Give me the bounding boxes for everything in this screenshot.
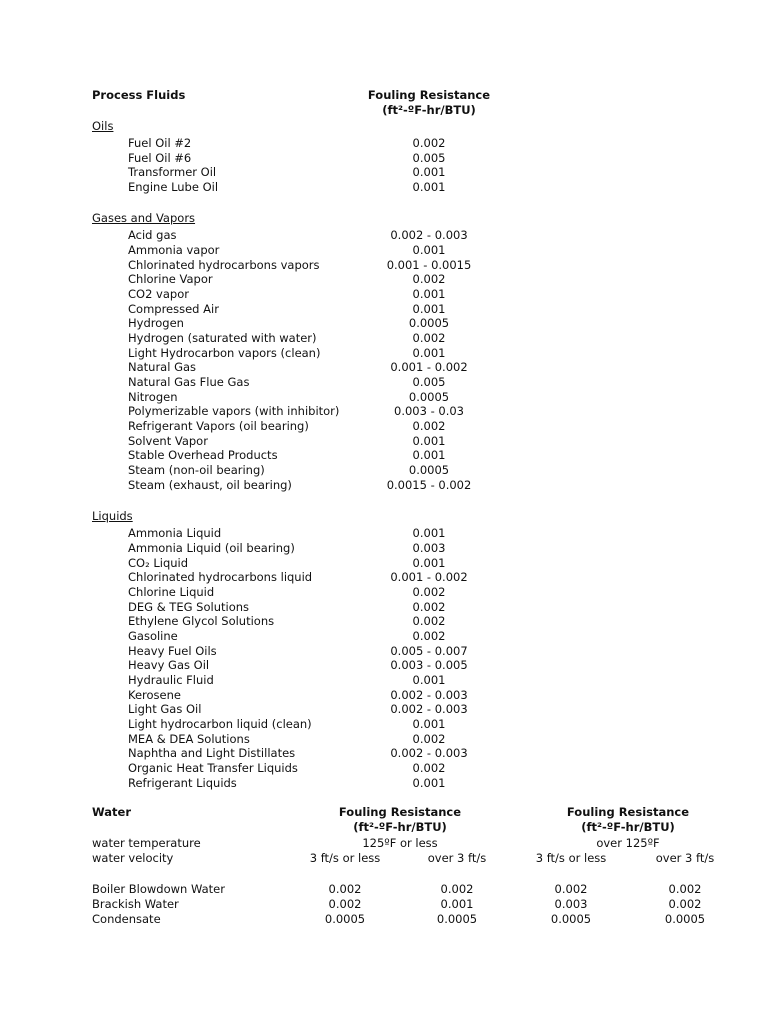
- table-row: [0, 243, 768, 258]
- fluid-name: Steam (exhaust, oil bearing): [128, 478, 292, 492]
- table-row: [0, 658, 768, 673]
- fluid-name: Light Gas Oil: [128, 702, 202, 716]
- fouling-value: 0.001: [412, 287, 446, 301]
- table-row: [0, 419, 768, 434]
- table-row: [0, 629, 768, 644]
- table-row: [0, 478, 768, 493]
- table-row: [0, 375, 768, 390]
- table-row: [0, 882, 768, 897]
- fouling-value: 0.001: [412, 243, 446, 257]
- table-row: [0, 644, 768, 659]
- fluid-name: Refrigerant Vapors (oil bearing): [128, 419, 309, 433]
- fouling-value: 0.001: [412, 776, 446, 790]
- fluid-name: Hydrogen: [128, 316, 184, 330]
- fouling-value: 0.002: [412, 732, 446, 746]
- table-row: [0, 556, 768, 571]
- fluid-name: Chlorine Liquid: [128, 585, 215, 599]
- table-row: [0, 404, 768, 419]
- fluid-name: Ammonia Liquid: [128, 526, 222, 540]
- water-velocity-row: [0, 851, 768, 866]
- fouling-value: 0.005: [412, 151, 446, 165]
- fluid-name: Refrigerant Liquids: [128, 776, 237, 790]
- fouling-value: 0.001 - 0.0015: [386, 258, 472, 272]
- table-row: [0, 776, 768, 791]
- table-row: [0, 136, 768, 151]
- header-fouling-resistance: Fouling Resistance: [367, 88, 491, 102]
- fouling-value: 0.002 - 0.003: [390, 746, 468, 760]
- fouling-value: 0.001: [440, 897, 474, 911]
- fouling-value: 0.002: [412, 629, 446, 643]
- fouling-value: 0.001: [412, 434, 446, 448]
- fluid-name: Hydrogen (saturated with water): [128, 331, 317, 345]
- table-row: [0, 717, 768, 732]
- table-row: [0, 287, 768, 302]
- section-title-gases: Gases and Vapors: [92, 211, 196, 225]
- fouling-value: 0.001: [412, 302, 446, 316]
- fouling-value: 0.001: [412, 165, 446, 179]
- fluid-name: CO₂ Liquid: [128, 556, 189, 570]
- fluid-name: Gasoline: [128, 629, 178, 643]
- water-name: Boiler Blowdown Water: [92, 882, 225, 896]
- fouling-value: 0.002: [328, 882, 362, 896]
- table-row: [0, 614, 768, 629]
- fouling-value: 0.001 - 0.002: [390, 570, 468, 584]
- fouling-value: 0.0005: [324, 912, 366, 926]
- table-row: [0, 151, 768, 166]
- fouling-value: 0.003 - 0.03: [394, 404, 464, 418]
- water-group1-units: (ft²-ºF-hr/BTU): [353, 820, 447, 834]
- table-row: [0, 258, 768, 273]
- table-row: [0, 732, 768, 747]
- table-row: [0, 331, 768, 346]
- table-row: [0, 228, 768, 243]
- fluid-name: Steam (non-oil bearing): [128, 463, 265, 477]
- fouling-value: 0.002: [412, 272, 446, 286]
- fouling-value: 0.001: [412, 526, 446, 540]
- water-title: Water: [92, 805, 132, 819]
- table-row: [0, 165, 768, 180]
- table-row: [0, 897, 768, 912]
- fouling-value: 0.002: [668, 897, 702, 911]
- fouling-value: 0.001: [412, 717, 446, 731]
- fouling-value: 0.003: [554, 897, 588, 911]
- fluid-name: Stable Overhead Products: [128, 448, 278, 462]
- table-row: [0, 390, 768, 405]
- table-row: [0, 585, 768, 600]
- fouling-value: 0.001: [412, 346, 446, 360]
- table-row: [0, 272, 768, 287]
- fluid-name: MEA & DEA Solutions: [128, 732, 250, 746]
- fluid-name: Natural Gas: [128, 360, 197, 374]
- fouling-value: 0.002 - 0.003: [390, 702, 468, 716]
- fluid-name: Chlorinated hydrocarbons vapors: [128, 258, 320, 272]
- fouling-value: 0.002 - 0.003: [390, 228, 468, 242]
- table-row: [0, 302, 768, 317]
- table-row: [0, 761, 768, 776]
- fouling-value: 0.0005: [436, 912, 478, 926]
- fouling-value: 0.0005: [408, 463, 450, 477]
- fouling-value: 0.002: [412, 136, 446, 150]
- fluid-name: Compressed Air: [128, 302, 219, 316]
- header-process-fluids: Process Fluids: [92, 88, 186, 102]
- fluid-name: Light Hydrocarbon vapors (clean): [128, 346, 321, 360]
- fluid-name: Polymerizable vapors (with inhibitor): [128, 404, 340, 418]
- fouling-value: 0.002: [412, 761, 446, 775]
- table-row: [0, 912, 768, 927]
- table-row: [0, 673, 768, 688]
- fluid-name: Ammonia vapor: [128, 243, 220, 257]
- fluid-name: Transformer Oil: [128, 165, 217, 179]
- table-row: [0, 541, 768, 556]
- fluid-name: Chlorinated hydrocarbons liquid: [128, 570, 313, 584]
- fouling-value: 0.0005: [550, 912, 592, 926]
- water-name: Condensate: [92, 912, 161, 926]
- fouling-value: 0.0005: [408, 390, 450, 404]
- velocity-header: over 3 ft/s: [427, 851, 487, 865]
- fluid-name: Fuel Oil #2: [128, 136, 192, 150]
- fouling-value: 0.002: [440, 882, 474, 896]
- water-group1-header: Fouling Resistance: [338, 805, 462, 819]
- fouling-value: 0.0005: [664, 912, 706, 926]
- header-units: (ft²-ºF-hr/BTU): [382, 103, 476, 117]
- water-velocity-label: water velocity: [92, 851, 174, 865]
- fluid-name: Natural Gas Flue Gas: [128, 375, 250, 389]
- table-row: [0, 434, 768, 449]
- fouling-value: 0.001: [412, 448, 446, 462]
- table-row: [0, 688, 768, 703]
- velocity-header: 3 ft/s or less: [535, 851, 607, 865]
- fouling-value: 0.001 - 0.002: [390, 360, 468, 374]
- water-temperature-label: water temperature: [92, 836, 201, 850]
- fouling-value: 0.002: [412, 585, 446, 599]
- table-row: [0, 316, 768, 331]
- fluid-name: Ethylene Glycol Solutions: [128, 614, 275, 628]
- water-name: Brackish Water: [92, 897, 179, 911]
- fouling-value: 0.003 - 0.005: [390, 658, 468, 672]
- fouling-value: 0.002: [668, 882, 702, 896]
- fluid-name: Hydraulic Fluid: [128, 673, 214, 687]
- fluid-name: Kerosene: [128, 688, 181, 702]
- fouling-value: 0.001: [412, 556, 446, 570]
- table-row: [0, 463, 768, 478]
- velocity-header: 3 ft/s or less: [309, 851, 381, 865]
- water-temperature-group2: over 125ºF: [596, 836, 660, 850]
- water-group2-header: Fouling Resistance: [566, 805, 690, 819]
- fluid-name: Chlorine Vapor: [128, 272, 213, 286]
- table-row: [0, 702, 768, 717]
- fluid-name: Light hydrocarbon liquid (clean): [128, 717, 312, 731]
- fluid-name: Fuel Oil #6: [128, 151, 192, 165]
- fouling-value: 0.002: [554, 882, 588, 896]
- fouling-value: 0.0015 - 0.002: [386, 478, 472, 492]
- fluid-name: Ammonia Liquid (oil bearing): [128, 541, 295, 555]
- fouling-value: 0.0005: [408, 316, 450, 330]
- fouling-value: 0.002: [412, 419, 446, 433]
- fouling-value: 0.001: [412, 673, 446, 687]
- fouling-value: 0.002: [412, 331, 446, 345]
- fluid-name: Organic Heat Transfer Liquids: [128, 761, 298, 775]
- fouling-value: 0.002: [412, 614, 446, 628]
- velocity-header: over 3 ft/s: [655, 851, 715, 865]
- fluid-name: Acid gas: [128, 228, 177, 242]
- fluid-name: Heavy Fuel Oils: [128, 644, 217, 658]
- fluid-name: Nitrogen: [128, 390, 178, 404]
- water-temperature-group1: 125ºF or less: [362, 836, 438, 850]
- fouling-value: 0.001: [412, 180, 446, 194]
- table-row: [0, 180, 768, 195]
- fluid-name: DEG & TEG Solutions: [128, 600, 250, 614]
- table-row: [0, 360, 768, 375]
- fouling-value: 0.002: [328, 897, 362, 911]
- section-title-oils: Oils: [92, 119, 114, 133]
- fluid-name: CO2 vapor: [128, 287, 189, 301]
- water-group2-units: (ft²-ºF-hr/BTU): [581, 820, 675, 834]
- fouling-value: 0.005: [412, 375, 446, 389]
- fouling-value: 0.003: [412, 541, 446, 555]
- table-row: [0, 600, 768, 615]
- fouling-value: 0.002 - 0.003: [390, 688, 468, 702]
- fluid-name: Naphtha and Light Distillates: [128, 746, 296, 760]
- fluid-name: Engine Lube Oil: [128, 180, 219, 194]
- fouling-value: 0.002: [412, 600, 446, 614]
- fluid-name: Heavy Gas Oil: [128, 658, 210, 672]
- fouling-value: 0.005 - 0.007: [390, 644, 468, 658]
- table-row: [0, 570, 768, 585]
- table-row: [0, 746, 768, 761]
- table-row: [0, 448, 768, 463]
- table-row: [0, 346, 768, 361]
- section-title-liquids: Liquids: [92, 509, 133, 523]
- fluid-name: Solvent Vapor: [128, 434, 208, 448]
- table-row: [0, 526, 768, 541]
